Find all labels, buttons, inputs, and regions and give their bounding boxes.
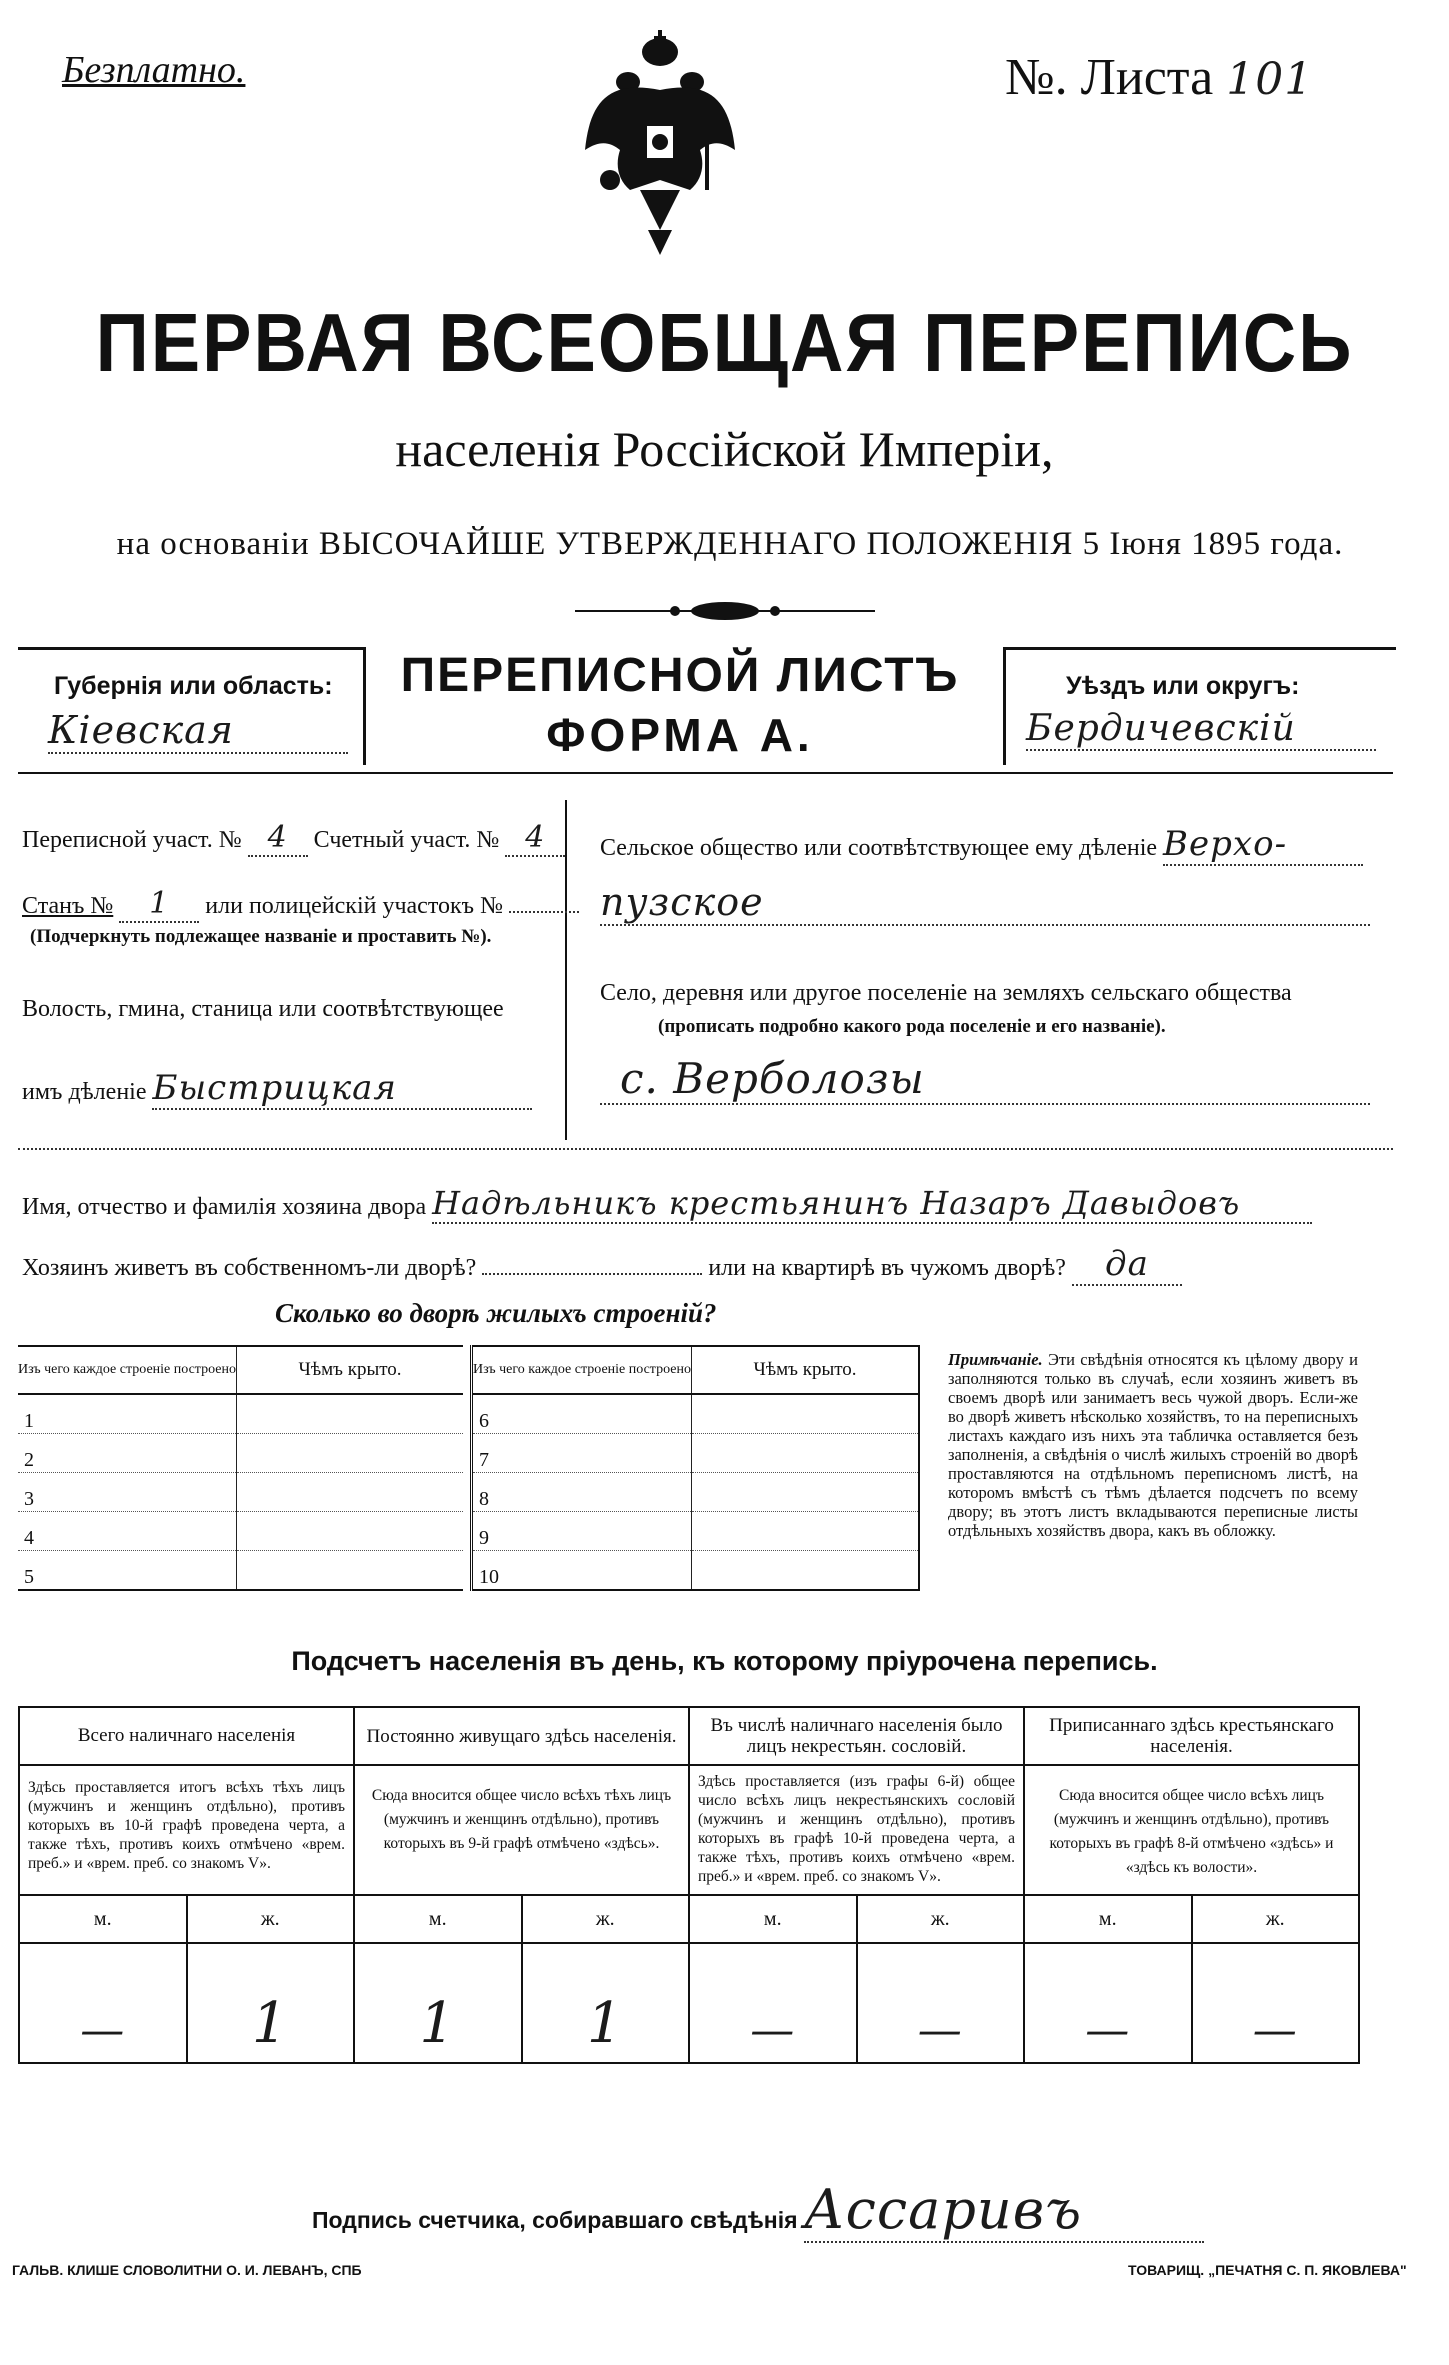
free-label: Безплатно. — [62, 49, 246, 91]
female-header: ж. — [522, 1895, 690, 1943]
column-divider — [565, 800, 567, 1140]
male-header: м. — [1024, 1895, 1192, 1943]
row-number: 3 — [18, 1473, 237, 1512]
row-number: 8 — [472, 1473, 692, 1512]
society-row — [600, 824, 1363, 866]
pop-col-head: Въ числѣ наличнаго населенія было лицъ некрестьян. сословій. — [689, 1707, 1024, 1765]
sheet-number-label-text: №. Листа — [1005, 49, 1214, 106]
counting-section-value[interactable]: 4 — [505, 820, 565, 857]
total-male-value[interactable]: — — [19, 1943, 187, 2063]
buildings-note-head: Примѣчаніе. — [948, 1350, 1043, 1369]
stan-row — [22, 886, 579, 923]
village-note: (прописать подробно какого рода поселеніе и его названіе). — [658, 1016, 1166, 1037]
page-subtitle: населенія Россійской Имперіи, — [395, 421, 1054, 477]
row-number: 5 — [18, 1551, 237, 1591]
roof-cell[interactable] — [692, 1473, 920, 1512]
counting-section-label: Счетный участ. № — [313, 827, 500, 853]
pop-col-desc: Сюда вносится общее число всѣхъ лицъ (мужчинъ и женщинъ отдѣльно), противъ которыхъ въ графѣ 8-й отмѣчено «здѣсь» и «здѣсь къ волости». — [1024, 1765, 1359, 1895]
underline-note: (Подчеркнуть подлежащее названіе и проставить №). — [30, 926, 492, 947]
col-roof-header: Чѣмъ крыто. — [237, 1346, 464, 1394]
roof-cell[interactable] — [237, 1512, 464, 1551]
pop-col-desc: Сюда вносится общее число всѣхъ тѣхъ лицъ (мужчинъ и женщинъ отдѣльно), противъ которыхъ въ 9-й графѣ отмѣчено «здѣсь». — [354, 1765, 689, 1895]
female-header: ж. — [187, 1895, 355, 1943]
row-number: 2 — [18, 1434, 237, 1473]
row-number: 6 — [472, 1394, 692, 1434]
total-female-value[interactable]: 1 — [187, 1943, 355, 2063]
pop-col-head: Постоянно живущаго здѣсь населенія. — [354, 1707, 689, 1765]
owner-label: Имя, отчество и фамилія хозяина двора — [22, 1194, 427, 1220]
district-box — [1003, 647, 1396, 765]
society-label: Сельское общество или соотвѣтствующее ему дѣленіе — [600, 835, 1158, 861]
roof-cell[interactable] — [692, 1551, 920, 1591]
row-number: 4 — [18, 1512, 237, 1551]
double-headed-eagle-icon — [580, 30, 740, 260]
buildings-table-right — [470, 1345, 920, 1591]
table-row — [472, 1473, 920, 1512]
roof-cell[interactable] — [237, 1551, 464, 1591]
ornament-divider-icon — [575, 596, 875, 626]
population-table — [18, 1706, 1360, 2064]
buildings-question: Сколько во дворѣ жилыхъ строеній? — [275, 1298, 717, 1328]
pop-col-head: Всего наличнаго населенія — [19, 1707, 354, 1765]
male-header: м. — [19, 1895, 187, 1943]
registered-female-value[interactable]: — — [1192, 1943, 1360, 2063]
female-header: ж. — [1192, 1895, 1360, 1943]
sheet-number-value: 101 — [1226, 54, 1314, 105]
buildings-table-left — [18, 1345, 463, 1591]
col-material-header: Изъ чего каждое строеніе построено — [472, 1346, 692, 1394]
province-value[interactable]: Кіевская — [48, 708, 348, 754]
owner-row — [22, 1184, 1312, 1224]
pop-col-desc: Здѣсь проставляется (изъ графы 6-й) общее число всѣхъ лицъ некрестьянскихъ сословій (мужчинъ и женщинъ отдѣльно), противъ которыхъ въ графѣ 10-й проведена черта, а также тѣхъ, противъ коихъ отмѣчено «врем. преб.» и «врем. преб. со знакомъ V». — [689, 1765, 1024, 1895]
col-material-header: Изъ чего каждое строеніе построено — [18, 1346, 237, 1394]
signature-value[interactable]: Ассаривъ — [804, 2178, 1204, 2243]
table-row — [18, 1512, 463, 1551]
pop-col-desc: Здѣсь проставляется итогъ всѣхъ тѣхъ лицъ (мужчинъ и женщинъ отдѣльно), противъ которыхъ въ 10-й графѣ проведена черта, а также тѣхъ, противъ коихъ отмѣчено «врем. преб.» и «врем. преб. со знакомъ V». — [19, 1765, 354, 1895]
form-title: ПЕРЕПИСНОЙ ЛИСТЪ — [400, 649, 960, 702]
table-row — [472, 1394, 920, 1434]
buildings-note — [948, 1350, 1358, 1540]
roof-cell[interactable] — [237, 1394, 464, 1434]
signature-row — [312, 2178, 1204, 2243]
table-row — [18, 1551, 463, 1591]
male-header: м. — [689, 1895, 857, 1943]
stan-value[interactable]: 1 — [119, 886, 199, 923]
division-value[interactable]: Быстрицкая — [152, 1068, 532, 1110]
table-row — [18, 1434, 463, 1473]
division-label: имъ дѣленіе — [22, 1079, 147, 1105]
registered-male-value[interactable]: — — [1024, 1943, 1192, 2063]
district-value[interactable]: Бердичевскій — [1026, 708, 1376, 751]
village-label: Село, деревня или другое поселеніе на земляхъ сельскаго общества — [600, 980, 1292, 1006]
col-roof-header: Чѣмъ крыто. — [692, 1346, 920, 1394]
rent-label: или на квартирѣ въ чужомъ дворѣ? — [708, 1255, 1066, 1281]
printer-left: ГАЛЬВ. КЛИШЕ СЛОВОЛИТНИ О. И. ЛЕВАНЪ, СПБ — [12, 2262, 362, 2278]
stan-label: Станъ № — [22, 893, 114, 919]
sheet-number-label — [1005, 48, 1313, 107]
own-yard-label: Хозяинъ живетъ въ собственномъ-ли дворѣ? — [22, 1255, 477, 1281]
census-section-row — [22, 820, 565, 857]
own-yard-value[interactable] — [482, 1273, 702, 1275]
divider — [18, 772, 1393, 774]
non-peasant-female-value[interactable]: — — [857, 1943, 1025, 2063]
roof-cell[interactable] — [692, 1512, 920, 1551]
residence-row — [22, 1244, 1182, 1286]
signature-label: Подпись счетчика, собиравшаго свѣдѣнія — [312, 2207, 798, 2233]
table-row — [472, 1551, 920, 1591]
police-value[interactable] — [509, 911, 579, 913]
village-value[interactable]: с. Верболозы — [600, 1054, 1370, 1105]
divider — [18, 1148, 1393, 1150]
district-label: Уѣздъ или округъ: — [1066, 672, 1300, 700]
society-value[interactable]: Верхо- — [1163, 824, 1363, 866]
roof-cell[interactable] — [237, 1434, 464, 1473]
basis-line: на основаніи ВЫСОЧАЙШЕ УТВЕРЖДЕННАГО ПОЛОЖЕНІЯ 5 Іюня 1895 года. — [116, 526, 1344, 562]
division-row — [22, 1068, 532, 1110]
police-label: или полицейскій участокъ № — [205, 893, 503, 919]
pop-col-head: Приписаннаго здѣсь крестьянскаго населенія. — [1024, 1707, 1359, 1765]
roof-cell[interactable] — [237, 1473, 464, 1512]
male-header: м. — [354, 1895, 522, 1943]
census-section-label: Переписной участ. № — [22, 827, 242, 853]
form-subtitle: ФОРМА А. — [546, 709, 814, 761]
non-peasant-male-value[interactable]: — — [689, 1943, 857, 2063]
female-header: ж. — [857, 1895, 1025, 1943]
row-number: 7 — [472, 1434, 692, 1473]
province-label: Губернія или область: — [54, 672, 333, 700]
row-number: 10 — [472, 1551, 692, 1591]
row-number: 1 — [18, 1394, 237, 1434]
printer-right: ТОВАРИЩ. „ПЕЧАТНЯ С. П. ЯКОВЛЕВА" — [1128, 2262, 1407, 2278]
owner-value[interactable]: Надѣльникъ крестьянинъ Назаръ Давыдовъ — [432, 1184, 1312, 1224]
roof-cell[interactable] — [692, 1394, 920, 1434]
rent-value[interactable]: да — [1072, 1244, 1182, 1286]
census-section-value[interactable]: 4 — [248, 820, 308, 857]
volost-label: Волость, гмина, станица или соотвѣтствующее — [22, 996, 504, 1022]
society-value-continued[interactable]: пузское — [600, 880, 1370, 926]
table-row — [472, 1512, 920, 1551]
roof-cell[interactable] — [692, 1434, 920, 1473]
buildings-note-text: Эти свѣдѣнія относятся къ цѣлому двору и заполняются только въ случаѣ, если хозяинъ живетъ въ своемъ дворѣ или занимаетъ весь чужой дворъ. Если-же во дворѣ живетъ нѣсколько хозяйствъ, то на переписныхъ листахъ каждаго изъ нихъ эта табличка оставляется безъ заполненія, а свѣдѣнія о числѣ жилыхъ строеній во дворѣ проставляются на отдѣльномъ переписномъ листѣ, на которомъ вмѣстѣ съ тѣмъ дѣлается подсчетъ по всему двору; въ этотъ листъ вкладываются переписные листы отдѣльныхъ хозяйствъ двора, какъ въ обложку. — [948, 1350, 1358, 1540]
population-title: Подсчетъ населенія въ день, къ которому пріурочена перепись. — [291, 1646, 1158, 1676]
table-row — [18, 1473, 463, 1512]
table-row — [472, 1434, 920, 1473]
permanent-female-value[interactable]: 1 — [522, 1943, 690, 2063]
province-box — [18, 647, 366, 765]
table-row — [18, 1394, 463, 1434]
page-title: ПЕРВАЯ ВСЕОБЩАЯ ПЕРЕПИСЬ — [95, 296, 1354, 389]
row-number: 9 — [472, 1512, 692, 1551]
permanent-male-value[interactable]: 1 — [354, 1943, 522, 2063]
